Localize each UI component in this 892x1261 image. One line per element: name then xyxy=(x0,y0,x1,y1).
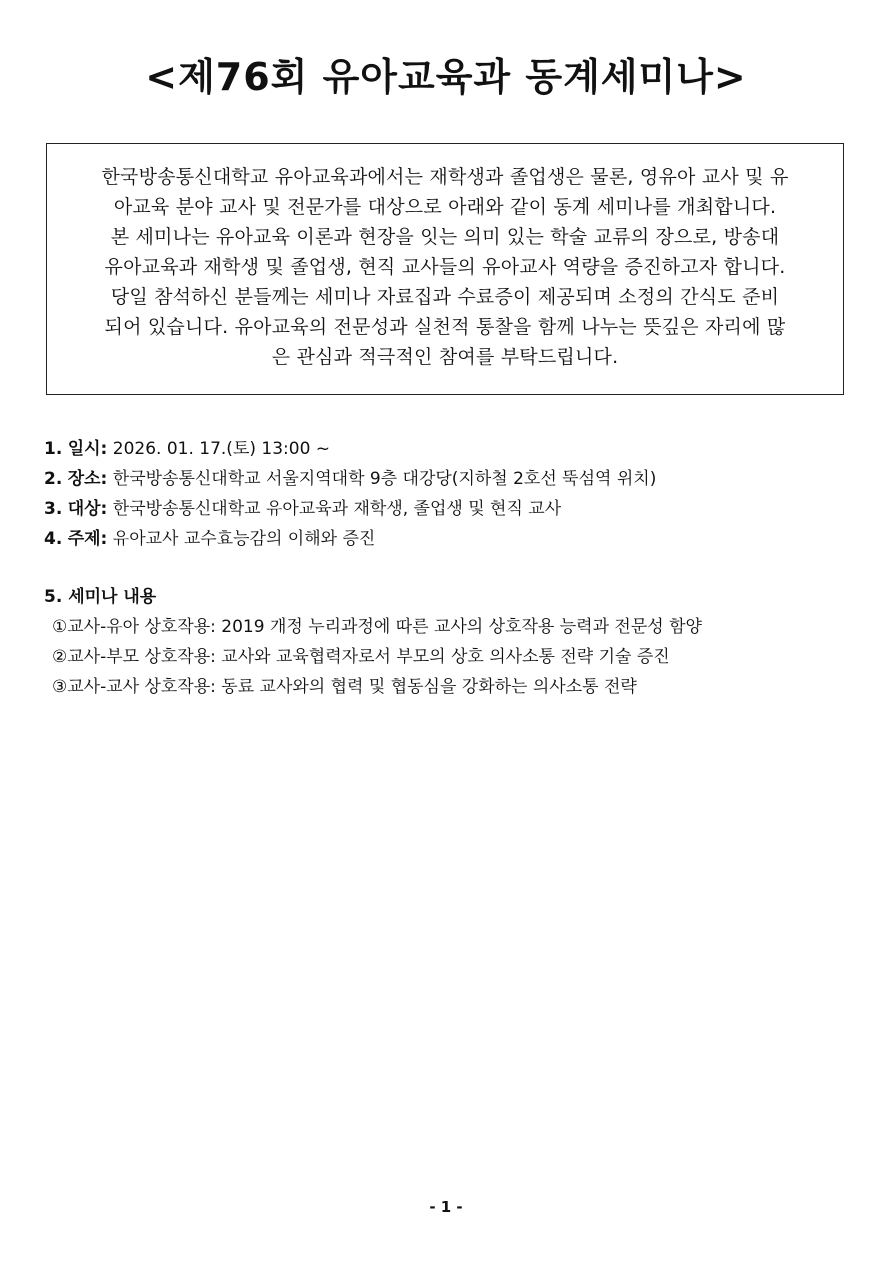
intro-line: 은 관심과 적극적인 참여를 부탁드립니다. xyxy=(271,346,619,368)
info-value: 한국방송통신대학교 서울지역대학 9층 대강당(지하철 2호선 뚝섬역 위치) xyxy=(112,469,657,489)
info-topic xyxy=(44,524,864,554)
content-item: ②교사-부모 상호작용: 교사와 교육협력자로서 부모의 상호 의사소통 전략 기술 증진 xyxy=(52,647,670,667)
info-key: 대상: xyxy=(67,499,108,519)
intro-line: 본 세미나는 유아교육 이론과 현장을 잇는 의미 있는 학술 교류의 장으로, 방송대 xyxy=(110,226,780,248)
info-value: 한국방송통신대학교 유아교육과 재학생, 졸업생 및 현직 교사 xyxy=(112,499,562,519)
intro-line: 한국방송통신대학교 유아교육과에서는 재학생과 졸업생은 물론, 영유아 교사 및 유 xyxy=(101,166,789,188)
intro-line: 아교육 분야 교사 및 전문가를 대상으로 아래와 같이 동계 세미나를 개최합니다. xyxy=(113,196,777,218)
seminar-content-section xyxy=(44,582,864,702)
page-number: - 1 - xyxy=(429,1198,463,1216)
page-title: <제76회 유아교육과 동계세미나> xyxy=(145,55,747,99)
info-number: 4. xyxy=(44,529,63,549)
info-key: 주제: xyxy=(67,529,108,549)
intro-line: 되어 있습니다. 유아교육의 전문성과 실천적 통찰을 함께 나누는 뜻깊은 자리에 많 xyxy=(104,316,786,338)
info-number: 3. xyxy=(44,499,63,519)
content-item: ③교사-교사 상호작용: 동료 교사와의 협력 및 협동심을 강화하는 의사소통 전략 xyxy=(52,677,637,697)
info-audience xyxy=(44,494,864,524)
intro-line: 유아교육과 재학생 및 졸업생, 현직 교사들의 유아교사 역량을 증진하고자 합니다. xyxy=(104,256,786,278)
section-heading: 5. 세미나 내용 xyxy=(44,587,157,607)
info-value: 2026. 01. 17.(토) 13:00 ~ xyxy=(112,439,331,459)
info-key: 장소: xyxy=(67,469,108,489)
info-location xyxy=(44,464,864,494)
info-key: 일시: xyxy=(67,439,108,459)
info-value: 유아교사 교수효능감의 이해와 증진 xyxy=(112,529,376,549)
info-number: 2. xyxy=(44,469,63,489)
intro-line: 당일 참석하신 분들께는 세미나 자료집과 수료증이 제공되며 소정의 간식도 준비 xyxy=(110,286,780,308)
info-number: 1. xyxy=(44,439,63,459)
info-date xyxy=(44,434,864,464)
content-item: ①교사-유아 상호작용: 2019 개정 누리과정에 따른 교사의 상호작용 능력과 전문성 함양 xyxy=(52,617,702,637)
intro-box xyxy=(46,143,844,395)
event-info-list xyxy=(44,434,864,554)
